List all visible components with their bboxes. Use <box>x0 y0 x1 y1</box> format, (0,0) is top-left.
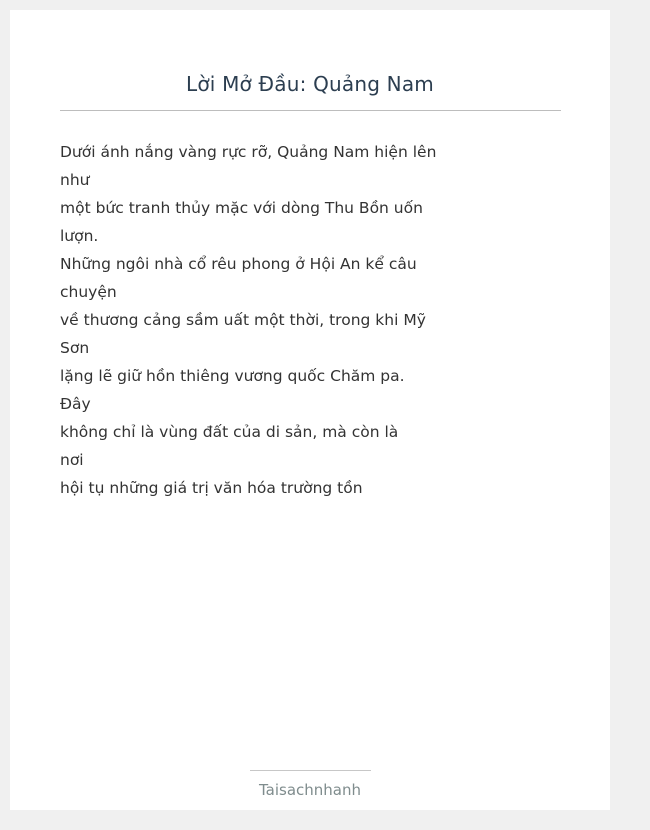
body-line: nơi <box>60 451 84 469</box>
body-line: lượn. <box>60 227 99 245</box>
footer-label: Taisachnhanh <box>258 781 362 799</box>
footer-divider <box>250 770 371 771</box>
body-line: về thương cảng sầm uất một thời, trong khi Mỹ <box>60 311 426 329</box>
body-text <box>60 138 437 502</box>
title-divider <box>60 110 561 111</box>
body-line: Sơn <box>60 339 90 357</box>
body-line: lặng lẽ giữ hồn thiêng vương quốc Chăm pa. <box>60 367 405 385</box>
body-line: Đây <box>60 395 91 413</box>
document-page <box>10 10 610 810</box>
body-line: hội tụ những giá trị văn hóa trường tồn <box>60 479 363 497</box>
body-line: như <box>60 171 90 189</box>
page-title: Lời Mở Đầu: Quảng Nam <box>186 72 434 96</box>
body-line: không chỉ là vùng đất của di sản, mà còn là <box>60 423 399 441</box>
body-line: Những ngôi nhà cổ rêu phong ở Hội An kể câu <box>60 255 417 273</box>
body-line: một bức tranh thủy mặc với dòng Thu Bồn uốn <box>60 199 423 217</box>
body-line: chuyện <box>60 283 117 301</box>
body-line: Dưới ánh nắng vàng rực rỡ, Quảng Nam hiện lên <box>60 143 437 161</box>
